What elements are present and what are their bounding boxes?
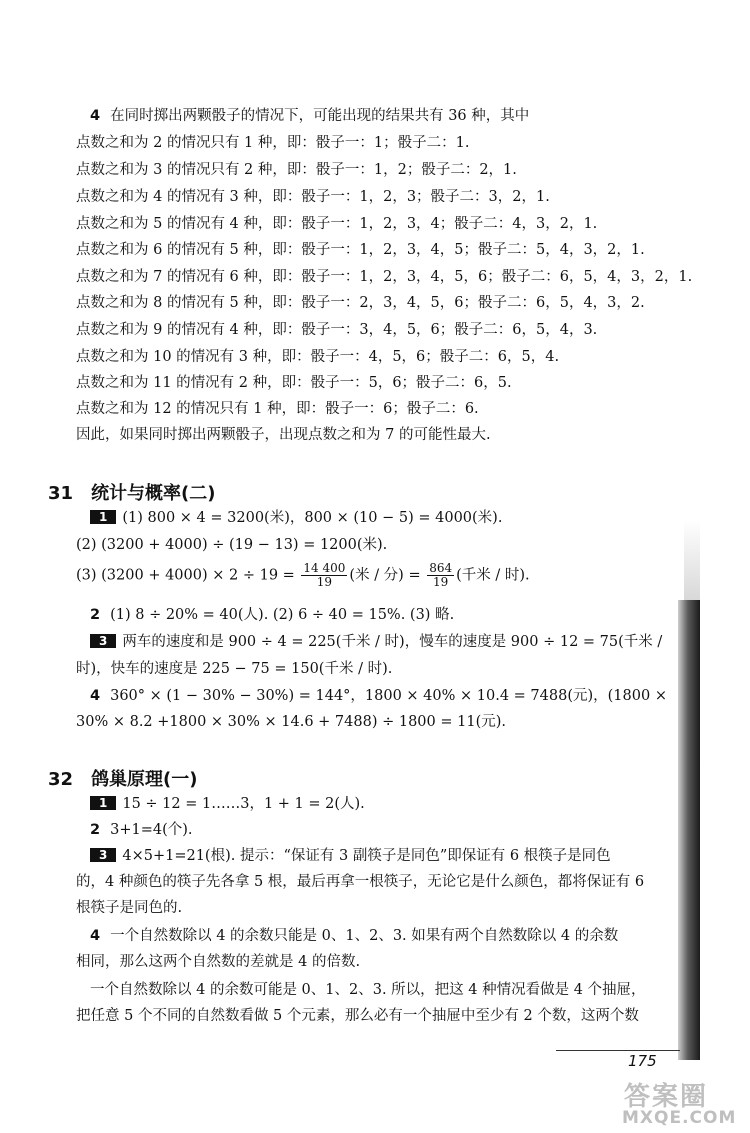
s31-answer-4-cont: 30% × 8.2 +1800 × 30% × 14.6 + 7488) ÷ 1800 = 11(元). (76, 714, 507, 730)
numerator: 14 400 (303, 561, 346, 575)
section-number: 32 (48, 769, 74, 790)
question-badge: 1 (90, 796, 116, 810)
fraction (427, 562, 454, 589)
s32-answer-4-cont: 相同，那么这两个自然数的差就是 4 的倍数. (76, 954, 361, 970)
footer-rule (556, 1050, 680, 1051)
q4-line: 点数之和为 12 的情况只有 1 种，即：骰子一：6；骰子二：6. (76, 401, 479, 417)
question-number: 4 (90, 108, 101, 124)
q4-line: 点数之和为 6 的情况有 5 种，即：骰子一：1，2，3，4，5；骰子二：5，4，3，2，1. (76, 242, 645, 258)
question-badge: 3 (90, 848, 116, 862)
q4-line: 点数之和为 11 的情况有 2 种，即：骰子一：5，6；骰子二：6，5. (76, 375, 512, 391)
unit-text: (千米 / 时). (456, 567, 530, 584)
q4-conclusion: 因此，如果同时掷出两颗骰子，出现点数之和为 7 的可能性最大. (76, 427, 491, 443)
q4-line: 点数之和为 4 的情况有 3 种，即：骰子一：1，2，3；骰子二：3，2，1. (76, 189, 550, 205)
q4-line: 点数之和为 5 的情况有 4 种，即：骰子一：1，2，3，4；骰子二：4，3，2，1. (76, 216, 598, 232)
section-title: 鸽巢原理(一) (91, 769, 198, 790)
numerator: 864 (429, 561, 453, 575)
watermark-text: 答案圈 (624, 1082, 709, 1112)
denominator: 19 (316, 575, 333, 589)
denominator: 19 (433, 575, 449, 589)
page-edge-shadow (678, 600, 700, 1060)
watermark-url: MXQE.COM (622, 1108, 737, 1128)
section-31-title (48, 479, 216, 505)
answer-text: 两车的速度和是 900 ÷ 4 = 225(千米 / 时)，慢车的速度是 900 ÷ 12 = 75(千米 / (122, 634, 663, 650)
s31-answer-1-part2: (2) (3200 + 4000) ÷ (19 − 13) = 1200(米). (76, 537, 388, 553)
answer-text: 3+1=4(个). (110, 822, 193, 838)
s31-answer-4 (90, 686, 750, 706)
s32-answer-2 (90, 820, 750, 840)
section-title: 统计与概率(二) (91, 483, 216, 504)
s32-answer-3-cont: 根筷子是同色的. (76, 900, 183, 916)
answer-text: 360° × (1 − 30% − 30%) = 144°，1800 × 40% × 10.4 = 7488(元)，(1800 × (110, 688, 667, 704)
s32-answer-1 (90, 794, 750, 814)
page-edge-highlight (684, 520, 700, 600)
s31-answer-3-cont: 时)，快车的速度是 225 − 75 = 150(千米 / 时). (76, 661, 393, 677)
question-number: 4 (90, 928, 101, 944)
answer-text: 15 ÷ 12 = 1……3，1 + 1 = 2(人). (122, 796, 365, 812)
answer-text: (1) 800 × 4 = 3200(米)，800 × (10 − 5) = 4000(米). (122, 510, 503, 526)
q4-intro-line (90, 106, 750, 126)
question-number: 2 (90, 607, 101, 623)
fraction (301, 562, 347, 589)
s32-answer-3 (90, 846, 750, 866)
question-number: 2 (90, 822, 101, 838)
s32-answer-4-cont: 一个自然数除以 4 的余数可能是 0、1、2、3. 所以，把这 4 种情况看做是 4 个抽屉， (90, 982, 646, 998)
answer-text: (1) 8 ÷ 20% = 40(人). (2) 6 ÷ 40 = 15%. (3) 略. (110, 607, 455, 623)
question-badge: 1 (90, 510, 116, 524)
q4-line: 点数之和为 9 的情况有 4 种，即：骰子一：3，4，5，6；骰子二：6，5，4，3. (76, 322, 598, 338)
s31-answer-3 (90, 632, 750, 652)
q4-line: 点数之和为 3 的情况只有 2 种，即：骰子一：1，2；骰子二：2，1. (76, 162, 517, 178)
expression: (3) (3200 + 4000) × 2 ÷ 19 = (76, 567, 295, 584)
s32-answer-4-cont: 把任意 5 个不同的自然数看做 5 个元素，那么必有一个抽屉中至少有 2 个数，这两个数 (76, 1008, 639, 1024)
s31-answer-1-part3 (76, 562, 750, 589)
section-number: 31 (48, 483, 74, 504)
s32-answer-3-cont: 的，4 种颜色的筷子先各拿 5 根，最后再拿一根筷子，无论它是什么颜色，都将保证有 6 (76, 874, 645, 890)
s31-answer-1 (90, 508, 750, 528)
question-badge: 3 (90, 634, 116, 648)
page-number: 175 (628, 1052, 657, 1070)
q4-line: 点数之和为 10 的情况有 3 种，即：骰子一：4，5，6；骰子二：6，5，4. (76, 349, 560, 365)
s31-answer-2 (90, 605, 750, 625)
q4-line: 点数之和为 2 的情况只有 1 种，即：骰子一：1；骰子二：1. (76, 135, 470, 151)
watermark-logo (614, 1076, 737, 1128)
s32-answer-4 (90, 926, 750, 946)
q4-line: 点数之和为 7 的情况有 6 种，即：骰子一：1，2，3，4，5，6；骰子二：6，5，4，3，2，1. (76, 269, 693, 285)
q4-line: 点数之和为 8 的情况有 5 种，即：骰子一：2，3，4，5，6；骰子二：6，5，4，3，2. (76, 295, 645, 311)
section-32-title (48, 765, 198, 791)
question-number: 4 (90, 688, 101, 704)
answer-text: 4×5+1=21(根). 提示：“保证有 3 副筷子是同色”即保证有 6 根筷子是同色 (122, 848, 611, 864)
q4-intro: 在同时掷出两颗骰子的情况下，可能出现的结果共有 36 种，其中 (110, 108, 530, 124)
unit-text: (米 / 分) = (349, 567, 421, 584)
answer-text: 一个自然数除以 4 的余数只能是 0、1、2、3. 如果有两个自然数除以 4 的余数 (110, 928, 619, 944)
